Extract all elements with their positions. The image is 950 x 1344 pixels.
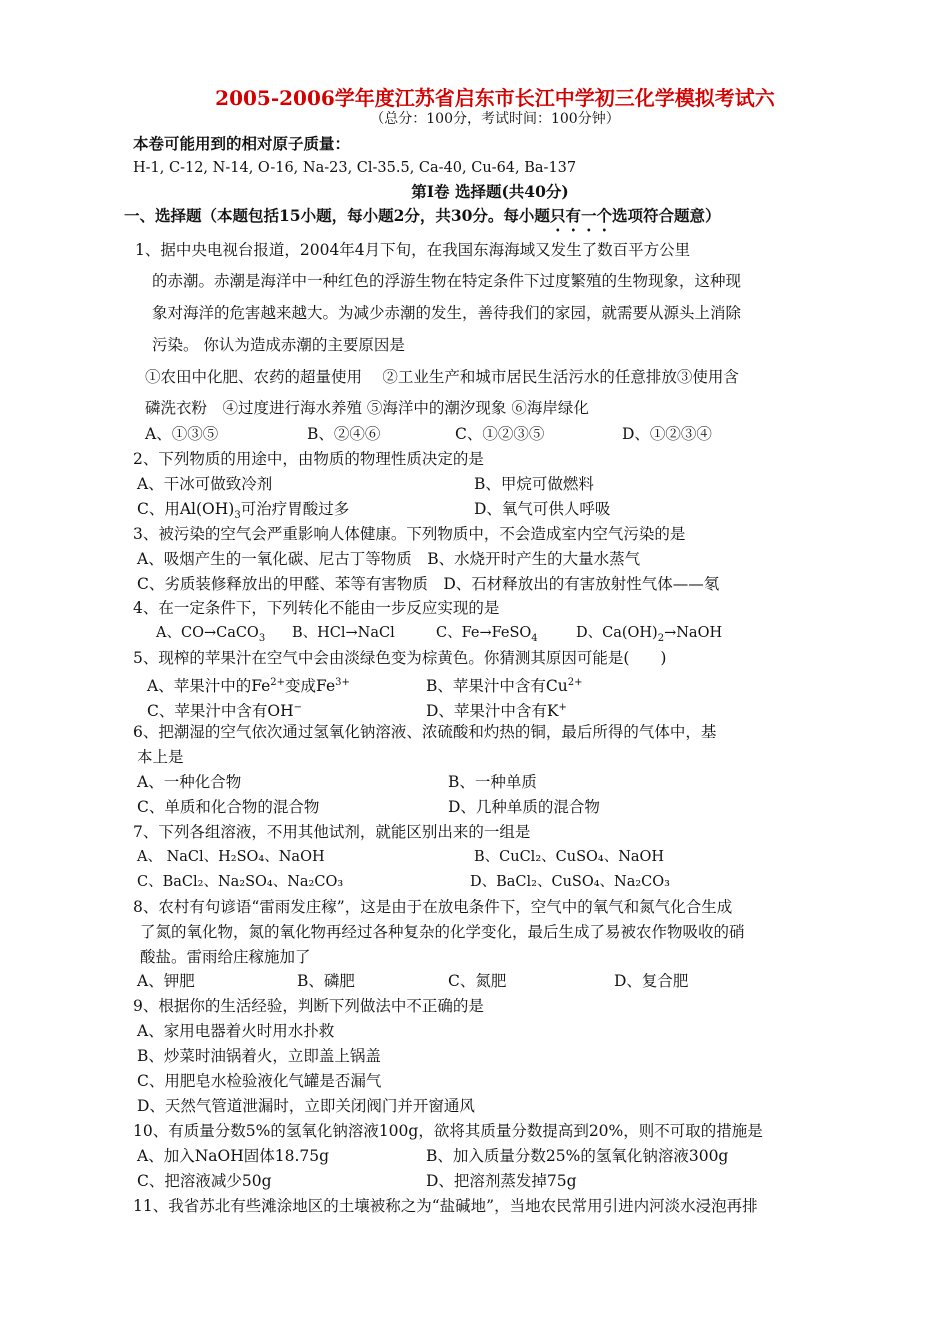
q5-option-c [147, 698, 302, 721]
q9-option-a: A、家用电器着火时用水扑救 [137, 1022, 335, 1040]
q4-option-d-text-end: →NaOH [664, 625, 723, 641]
q2-option-b: B、甲烷可做燃料 [474, 475, 594, 493]
q4-stem: 4、在一定条件下，下列转化不能由一步反应实现的是 [133, 599, 500, 617]
q3-options-ab: A、吸烟产生的一氧化碳、尼古丁等物质 B、水烧开时产生的大量水蒸气 [137, 550, 641, 568]
q11-stem-line1: 11、我省苏北有些滩涂地区的土壤被称之为“盐碱地”，当地农民常用引进内河淡水浸泡再排 [133, 1197, 758, 1215]
q2-stem: 2、下列物质的用途中，由物质的物理性质决定的是 [133, 450, 484, 468]
q7-stem: 7、下列各组溶液，不用其他试剂，就能区别出来的一组是 [133, 823, 531, 841]
q3-stem: 3、被污染的空气会严重影响人体健康。下列物质中，不会造成室内空气污染的是 [133, 525, 686, 543]
q5-option-c-sup: − [293, 702, 302, 713]
exam-subtitle: （总分：100分，考试时间：100分钟） [370, 111, 620, 127]
q10-option-a: A、加入NaOH固体18.75g [137, 1147, 330, 1165]
q9-stem: 9、根据你的生活经验，判断下列做法中不正确的是 [133, 997, 484, 1015]
q1-option-b: B、②④⑥ [307, 425, 381, 443]
q8-option-a: A、钾肥 [137, 972, 195, 990]
q5-option-d [426, 698, 567, 721]
q1-stem-line1: 1、据中央电视台报道，2004年4月下旬，在我国东海海域又发生了数百平方公里 [135, 241, 691, 259]
q5-option-b [426, 673, 582, 696]
q4-option-b: B、HCl→NaCl [292, 625, 395, 641]
q2-option-a: A、干冰可做致冷剂 [137, 475, 273, 493]
q5-option-a [147, 673, 350, 696]
q4-option-c [436, 623, 538, 649]
q1-option-d: D、①②③④ [622, 425, 712, 443]
q1-option-c: C、①②③⑤ [455, 425, 545, 443]
q5-stem: 5、现榨的苹果汁在空气中会由淡绿色变为棕黄色。你猜测其原因可能是( ) [133, 649, 667, 667]
q7-option-a: A、 NaCl、H₂SO₄、NaOH [137, 849, 325, 865]
q4-option-c-sub: 4 [531, 632, 538, 644]
q2-option-c-sub: 3 [234, 510, 241, 522]
q5-option-c-text: C、苹果汁中含有OH [147, 702, 294, 721]
q10-option-c: C、把溶液减少50g [137, 1172, 272, 1190]
q7-option-c: C、BaCl₂、Na₂SO₄、Na₂CO₃ [137, 874, 344, 890]
q8-stem-line1: 8、农村有句谚语“雷雨发庄稼”，这是由于在放电条件下，空气中的氧气和氮气化合生成 [133, 898, 733, 916]
section1-heading-text-end: 选项符合题意） [611, 206, 721, 225]
q5-option-a-text: A、苹果汁中的Fe [147, 677, 271, 696]
q4-option-d-sub: 2 [657, 632, 665, 644]
q4-option-d-text: D、Ca(OH) [576, 625, 658, 641]
q6-option-a: A、一种化合物 [137, 773, 242, 791]
q5-option-a-sup1: 2+ [270, 677, 286, 688]
q5-option-d-sup: + [558, 702, 567, 713]
q10-option-d: D、把溶剂蒸发掉75g [426, 1172, 577, 1190]
q9-option-b: B、炒菜时油锅着火，立即盖上锅盖 [137, 1047, 381, 1065]
section1-heading [124, 206, 720, 235]
q1-stem-line5: ①农田中化肥、农药的超量使用 ②工业生产和城市居民生活污水的任意排放③使用含 [145, 368, 739, 386]
q6-option-c: C、单质和化合物的混合物 [137, 798, 320, 816]
q5-option-a-text2: 变成Fe [285, 677, 336, 696]
q5-option-a-sup2: 3+ [335, 677, 350, 688]
q1-option-a: A、①③⑤ [145, 425, 219, 443]
q1-stem-line2: 的赤潮。赤潮是海洋中一种红色的浮游生物在特定条件下过度繁殖的生物现象，这种现 [152, 272, 742, 290]
q6-stem-line2: 本上是 [137, 748, 184, 766]
q1-stem-line3: 象对海洋的危害越来越大。为减少赤潮的发生，善待我们的家园，就需要从源头上消除 [152, 304, 742, 322]
part1-heading: 第Ⅰ卷 选择题(共40分) [411, 182, 569, 201]
atomic-mass-values: H-1, C-12, N-14, O-16, Na-23, Cl-35.5, Ca-40, Cu-64, Ba-137 [133, 160, 577, 176]
q1-stem-line6: 磷洗衣粉 ④过度进行海水养殖 ⑤海洋中的潮汐现象 ⑥海岸绿化 [145, 399, 589, 417]
q8-stem-line3: 酸盐。雷雨给庄稼施加了 [140, 948, 311, 966]
q2-option-c [137, 499, 349, 526]
q7-option-b: B、CuCl₂、CuSO₄、NaOH [474, 849, 665, 865]
q4-option-a [156, 623, 265, 649]
q6-option-d: D、几种单质的混合物 [448, 798, 600, 816]
q10-option-b: B、加入质量分数25%的氢氧化钠溶液300g [426, 1147, 729, 1165]
q6-stem-line1: 6、把潮湿的空气依次通过氢氧化钠溶液、浓硫酸和灼热的铜，最后所得的气体中，基 [133, 723, 717, 741]
section1-heading-text: 一、选择题（本题包括15小题，每小题2分，共30分。每小题 [124, 206, 550, 225]
q9-option-c: C、用肥皂水检验液化气罐是否漏气 [137, 1072, 382, 1090]
q4-option-a-text: A、CO→CaCO [156, 625, 259, 641]
exam-title: 2005-2006学年度江苏省启东市长江中学初三化学模拟考试六 [215, 86, 775, 110]
q5-option-b-sup: 2+ [567, 677, 583, 688]
q8-option-d: D、复合肥 [614, 972, 689, 990]
q4-option-c-text: C、Fe→FeSO [436, 625, 532, 641]
q5-option-b-text: B、苹果汁中含有Cu [426, 677, 568, 696]
q8-option-c: C、氮肥 [448, 972, 507, 990]
q6-option-b: B、一种单质 [448, 773, 537, 791]
q3-options-cd: C、劣质装修释放出的甲醛、苯等有害物质 D、石材释放出的有害放射性气体——氡 [137, 575, 720, 593]
q5-option-d-text: D、苹果汁中含有K [426, 702, 559, 721]
q7-option-d: D、BaCl₂、CuSO₄、Na₂CO₃ [470, 874, 670, 890]
atomic-mass-label: 本卷可能用到的相对原子质量： [133, 134, 351, 153]
section1-heading-emphasis: 只有一个 [549, 206, 612, 225]
q2-option-c-text: C、用Al(OH) [137, 500, 235, 518]
q8-option-b: B、磷肥 [297, 972, 355, 990]
q1-stem-line4: 污染。 你认为造成赤潮的主要原因是 [152, 336, 405, 354]
q4-option-d [576, 623, 722, 649]
q8-stem-line2: 了氮的氧化物，氮的氧化物再经过各种复杂的化学变化，最后生成了易被农作物吸收的硝 [140, 923, 745, 941]
q9-option-d: D、天然气管道泄漏时，立即关闭阀门并开窗通风 [137, 1097, 475, 1115]
q10-stem: 10、有质量分数5%的氢氧化钠溶液100g，欲将其质量分数提高到20%，则不可取的措施是 [133, 1122, 763, 1140]
q2-option-d: D、氧气可供人呼吸 [474, 500, 611, 518]
q2-option-c-text-end: 可治疗胃酸过多 [240, 500, 350, 518]
q4-option-a-sub: 3 [258, 632, 266, 644]
